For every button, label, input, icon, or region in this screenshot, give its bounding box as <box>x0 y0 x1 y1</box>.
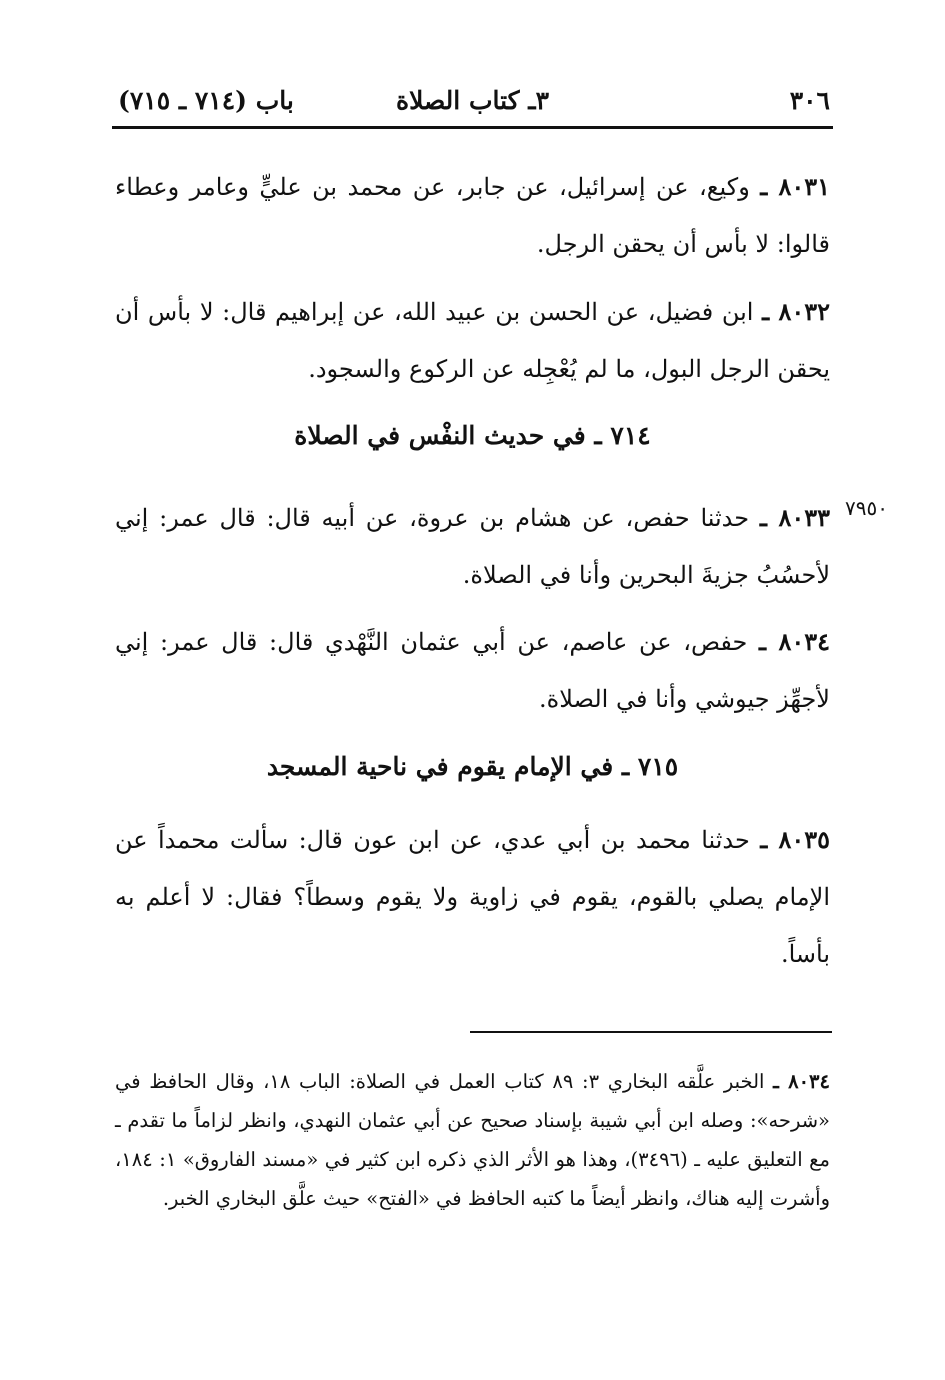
hadith-text: حفص، عن عاصم، عن أبي عثمان النَّهْدي قال: قال عمر: إني لأجهِّز جيوشي وأنا في الصلاة. <box>115 628 830 713</box>
footnote <box>115 1062 830 1218</box>
hadith-8031 <box>115 158 830 273</box>
hadith-number: ٨٠٣١ ـ <box>760 172 830 201</box>
hadith-text: حدثنا محمد بن أبي عدي، عن ابن عون قال: سألت محمداً عن الإمام يصلي بالقوم، يقوم في زاوية ولا يقوم وسطاً؟ فقال: لا أعلم به بأساً. <box>115 826 830 968</box>
book-title: ٣ـ كتاب الصلاة <box>395 86 550 115</box>
hadith-8034 <box>115 613 830 728</box>
hadith-number: ٨٠٣٤ ـ <box>759 627 830 656</box>
hadith-8035 <box>115 811 830 983</box>
footnote-text: الخبر علَّقه البخاري ٣: ٨٩ كتاب العمل في الصلاة: الباب ١٨، وقال الحافظ في «شرحه»: وصله ابن أبي شيبة بإسناد صحيح عن أبي عثمان النهدي، وانظر لزاماً ما تقدم ـ مع التعليق عليه ـ (٣٤٩٦)، وهذا هو الأثر الذي ذكره ابن كثير في «مسند الفاروق» ١: ١٨٤، وأشرت إليه هناك، وانظر أيضاً ما كتبه الحافظ في «الفتح» حيث علَّق البخاري الخبر. <box>115 1070 830 1210</box>
hadith-text: حدثنا حفص، عن هشام بن عروة، عن أبيه قال: قال عمر: إني لأحسُبُ جزيةَ البحرين وأنا في الصلاة. <box>115 504 830 589</box>
header-rule <box>112 126 833 129</box>
page-number: ٣٠٦ <box>789 86 830 115</box>
margin-number: ٧٩٥٠ <box>845 496 888 520</box>
hadith-number: ٨٠٣٣ ـ <box>759 503 830 532</box>
chapter-heading-714: ٧١٤ ـ في حديث النفْس في الصلاة <box>294 421 651 450</box>
hadith-text: ابن فضيل، عن الحسن بن عبيد الله، عن إبراهيم قال: لا بأس أن يحقن الرجل البول، ما لم يُعْجِله عن الركوع والسجود. <box>115 298 830 383</box>
chapter-heading-715: ٧١٥ ـ في الإمام يقوم في ناحية المسجد <box>266 752 679 781</box>
footnote-number: ٨٠٣٤ ـ <box>773 1070 830 1093</box>
hadith-text: وكيع، عن إسرائيل، عن جابر، عن محمد بن عليٍّ وعامر وعطاء قالوا: لا بأس أن يحقن الرجل. <box>115 173 830 258</box>
hadith-8032 <box>115 283 830 398</box>
hadith-number: ٨٠٣٢ ـ <box>762 297 831 326</box>
chapter-range: باب (٧١٤ ـ ٧١٥) <box>118 86 294 115</box>
hadith-number: ٨٠٣٥ ـ <box>760 825 831 854</box>
footnote-rule <box>470 1031 832 1033</box>
hadith-8033 <box>115 489 830 604</box>
